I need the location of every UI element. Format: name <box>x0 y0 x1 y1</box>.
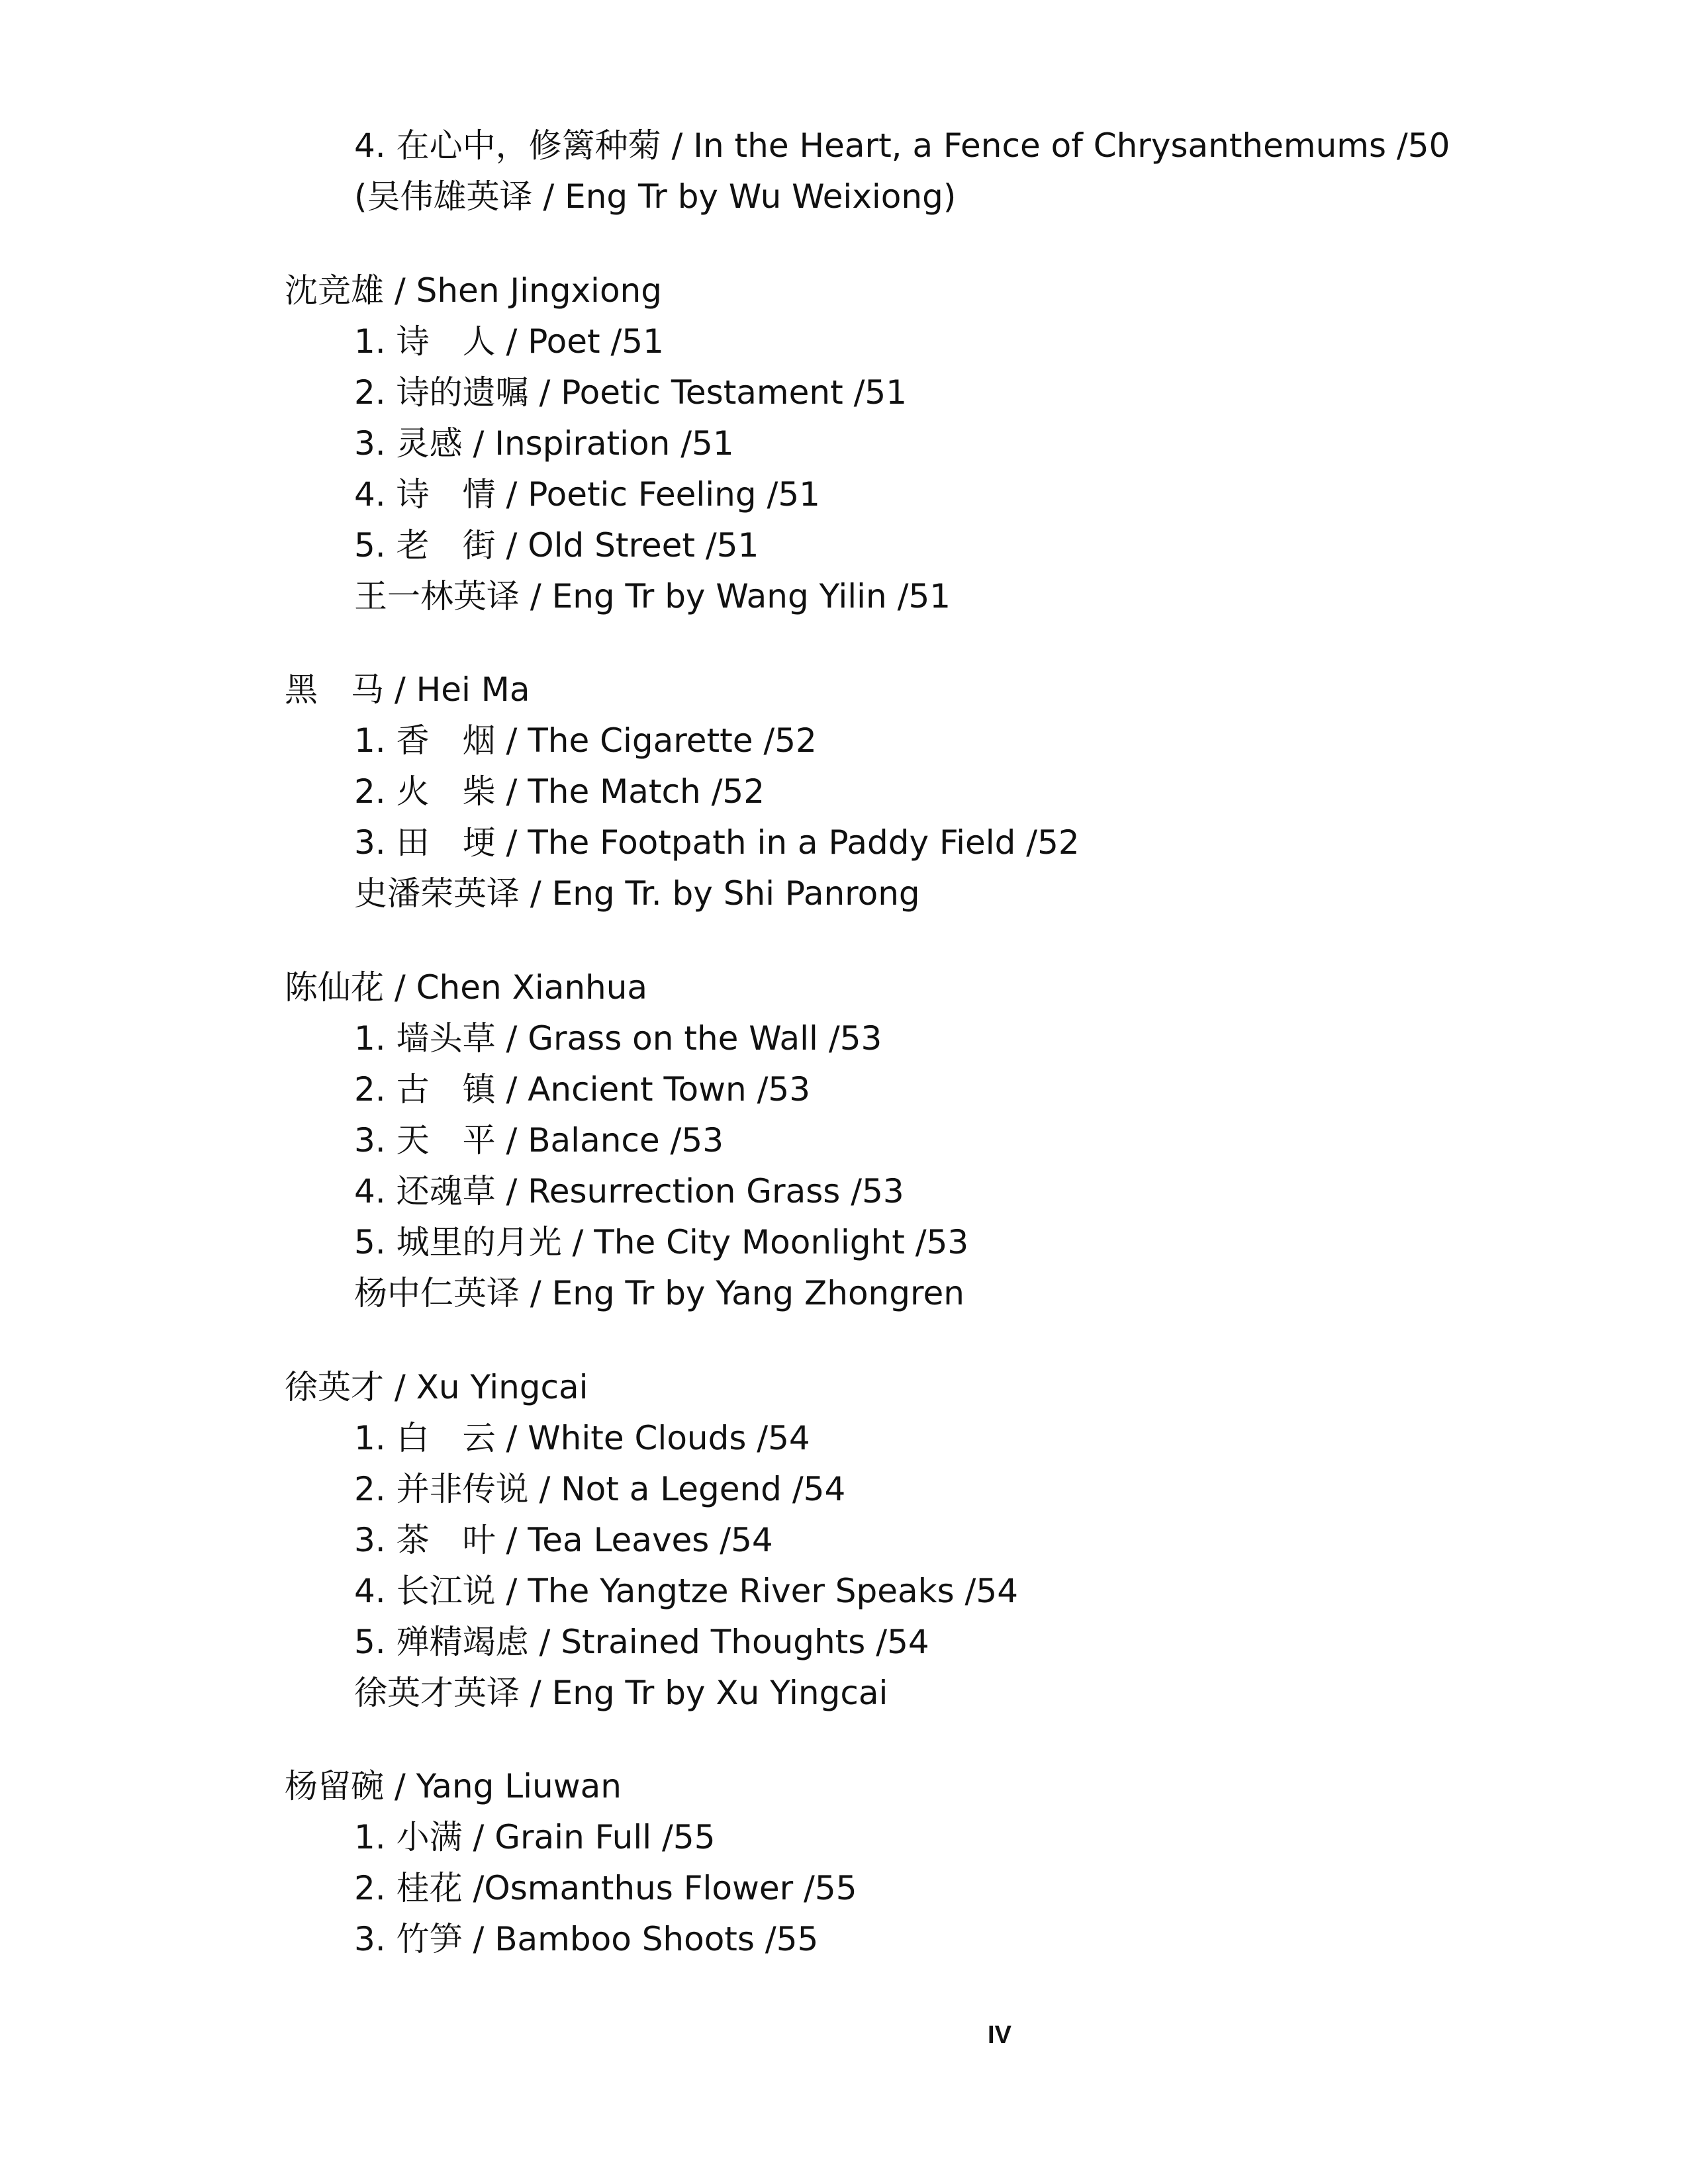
toc-entry: 2. 古 镇 / Ancient Town /53 <box>354 1070 811 1109</box>
toc-entry: 3. 茶 叶 / Tea Leaves /54 <box>354 1521 773 1559</box>
toc-entry: 2. 诗的遗嘱 / Poetic Testament /51 <box>354 373 908 412</box>
toc-entry: 1. 香 烟 / The Cigarette /52 <box>354 721 817 760</box>
toc-entry: 2. 桂花 /Osmanthus Flower /55 <box>354 1869 857 1907</box>
toc-translator-line: 王一林英译 / Eng Tr by Wang Yilin /51 <box>354 577 951 615</box>
toc-entry: 4. 长江说 / The Yangtze River Speaks /54 <box>354 1572 1019 1610</box>
toc-author-heading: 杨留碗 / Yang Liuwan <box>285 1767 622 1805</box>
toc-entry: 3. 竹笋 / Bamboo Shoots /55 <box>354 1920 819 1958</box>
toc-translator-line: 杨中仁英译 / Eng Tr by Yang Zhongren <box>354 1274 964 1312</box>
toc-entry: 2. 火 柴 / The Match /52 <box>354 772 765 811</box>
toc-entry: 4. 诗 情 / Poetic Feeling /51 <box>354 475 820 514</box>
toc-translator-line: 徐英才英译 / Eng Tr by Xu Yingcai <box>354 1674 888 1712</box>
toc-entry: 4. 在心中，修篱种菊 / In the Heart, a Fence of Chrysanthemums /50 <box>354 126 1450 165</box>
toc-entry: 1. 白 云 / White Clouds /54 <box>354 1419 810 1457</box>
toc-translator-line: (吴伟雄英译 / Eng Tr by Wu Weixiong) <box>354 177 957 216</box>
toc-author-heading: 沈竞雄 / Shen Jingxiong <box>285 271 662 310</box>
toc-author-heading: 陈仙花 / Chen Xianhua <box>285 968 648 1007</box>
toc-entry: 1. 小满 / Grain Full /55 <box>354 1818 716 1856</box>
toc-entry: 2. 并非传说 / Not a Legend /54 <box>354 1470 846 1508</box>
toc-entry: 1. 墙头草 / Grass on the Wall /53 <box>354 1019 882 1058</box>
toc-entry: 5. 老 街 / Old Street /51 <box>354 526 759 565</box>
toc-entry: 3. 田 埂 / The Footpath in a Paddy Field /52 <box>354 823 1080 862</box>
toc-entry: 4. 还魂草 / Resurrection Grass /53 <box>354 1172 904 1210</box>
toc-entry: 1. 诗 人 / Poet /51 <box>354 322 664 361</box>
toc-author-heading: 黑 马 / Hei Ma <box>285 670 530 709</box>
toc-entry: 5. 城里的月光 / The City Moonlight /53 <box>354 1223 969 1261</box>
toc-entry: 5. 殚精竭虑 / Strained Thoughts /54 <box>354 1623 929 1661</box>
toc-entry: 3. 天 平 / Balance /53 <box>354 1121 724 1160</box>
toc-author-heading: 徐英才 / Xu Yingcai <box>285 1368 588 1406</box>
toc-entry: 3. 灵感 / Inspiration /51 <box>354 424 734 463</box>
page-number: IV <box>988 2021 1011 2049</box>
toc-translator-line: 史潘荣英译 / Eng Tr. by Shi Panrong <box>354 874 920 913</box>
